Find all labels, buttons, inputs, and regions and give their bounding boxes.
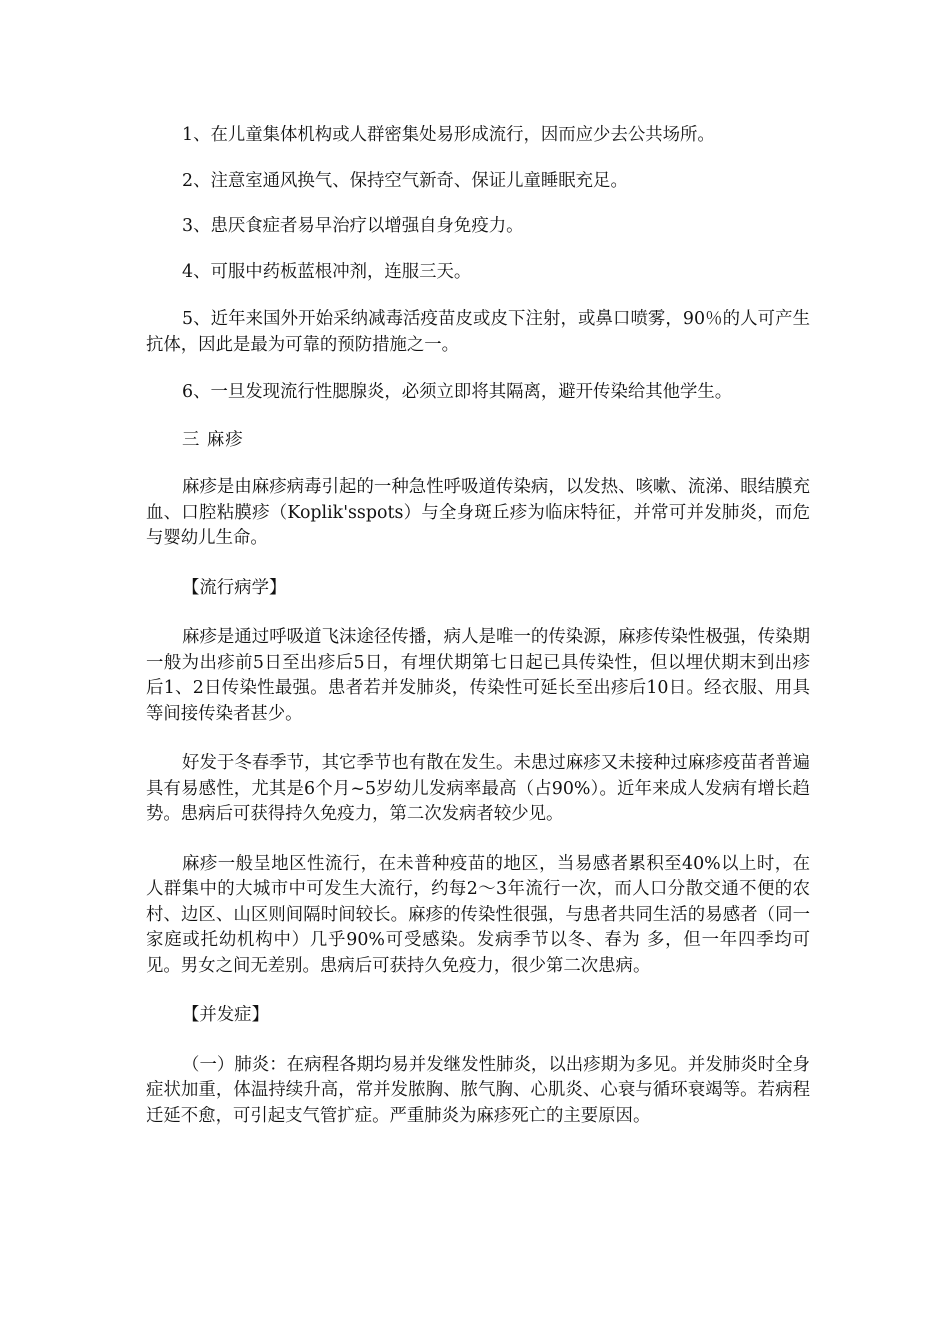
prevention-item-6: 6、一旦发现流行性腮腺炎，必须立即将其隔离，避开传染给其他学生。	[182, 382, 733, 402]
subheading-epidemiology: 【流行病学】	[182, 577, 287, 598]
epidemiology-paragraph-3: 麻疹一般呈地区性流行，在未普种疫苗的地区，当易感者累积至40%以上时，在人群集中的大城市中可发生大流行，约每2～3年流行一次，而人口分散交通不便的农村、边区、山区则间隔时间较长。麻疹的传染性很强，与患者共同生活的易感者（同一家庭或托幼机构中）几乎90%可受感染。发病季节以冬、春为 多，但一年四季均可见。男女之间无差别。患病后可获持久免疫力，很少第二次患病。	[146, 853, 810, 976]
prevention-item-2: 2、注意室通风换气、保持空气新奇、保证儿童睡眠充足。	[182, 170, 628, 191]
document-page	[146, 123, 810, 1129]
measles-intro-paragraph: 麻疹是由麻疹病毒引起的一种急性呼吸道传染病，以发热、咳嗽、流涕、眼结膜充血、口腔粘膜疹（Koplik'sspots）与全身斑丘疹为临床特征，并常可并发肺炎，而危与婴幼儿生命。	[146, 477, 810, 548]
complication-pneumonia-paragraph: （一）肺炎：在病程各期均易并发继发性肺炎，以出疹期为多见。并发肺炎时全身症状加重，体温持续升高，常并发脓胸、脓气胸、心肌炎、心衰与循环衰竭等。若病程迁延不愈，可引起支气管扩症。严重肺炎为麻疹死亡的主要原因。	[146, 1054, 810, 1126]
prevention-item-5: 5、近年来国外开始采纳减毒活疫苗皮或皮下注射，或鼻口喷雾，90％的人可产生抗体，因此是最为可靠的预防措施之一。	[146, 309, 810, 355]
section-heading-measles: 三 麻疹	[182, 429, 244, 450]
prevention-item-3: 3、患厌食症者易早治疗以增强自身免疫力。	[182, 216, 524, 236]
epidemiology-paragraph-1: 麻疹是通过呼吸道飞沫途径传播，病人是唯一的传染源，麻疹传染性极强，传染期一般为出疹前5日至出疹后5日，有埋伏期第七日起已具传染性，但以埋伏期末到出疹后1、2日传染性最强。患者若并发肺炎，传染性可延长至出疹后10日。经衣服、用具等间接传染者甚少。	[146, 627, 810, 724]
epidemiology-paragraph-2: 好发于冬春季节，其它季节也有散在发生。未患过麻疹又未接种过麻疹疫苗者普遍具有易感性，尤其是6个月~5岁幼儿发病率最高（占90%）。近年来成人发病有增长趋势。患病后可获得持久免疫力，第二次发病者较少见。	[146, 753, 810, 824]
prevention-item-4: 4、可服中药板蓝根冲剂，连服三天。	[182, 261, 472, 282]
subheading-complications: 【并发症】	[182, 1005, 269, 1025]
prevention-item-1: 1、在儿童集体机构或人群密集处易形成流行，因而应少去公共场所。	[182, 125, 715, 145]
